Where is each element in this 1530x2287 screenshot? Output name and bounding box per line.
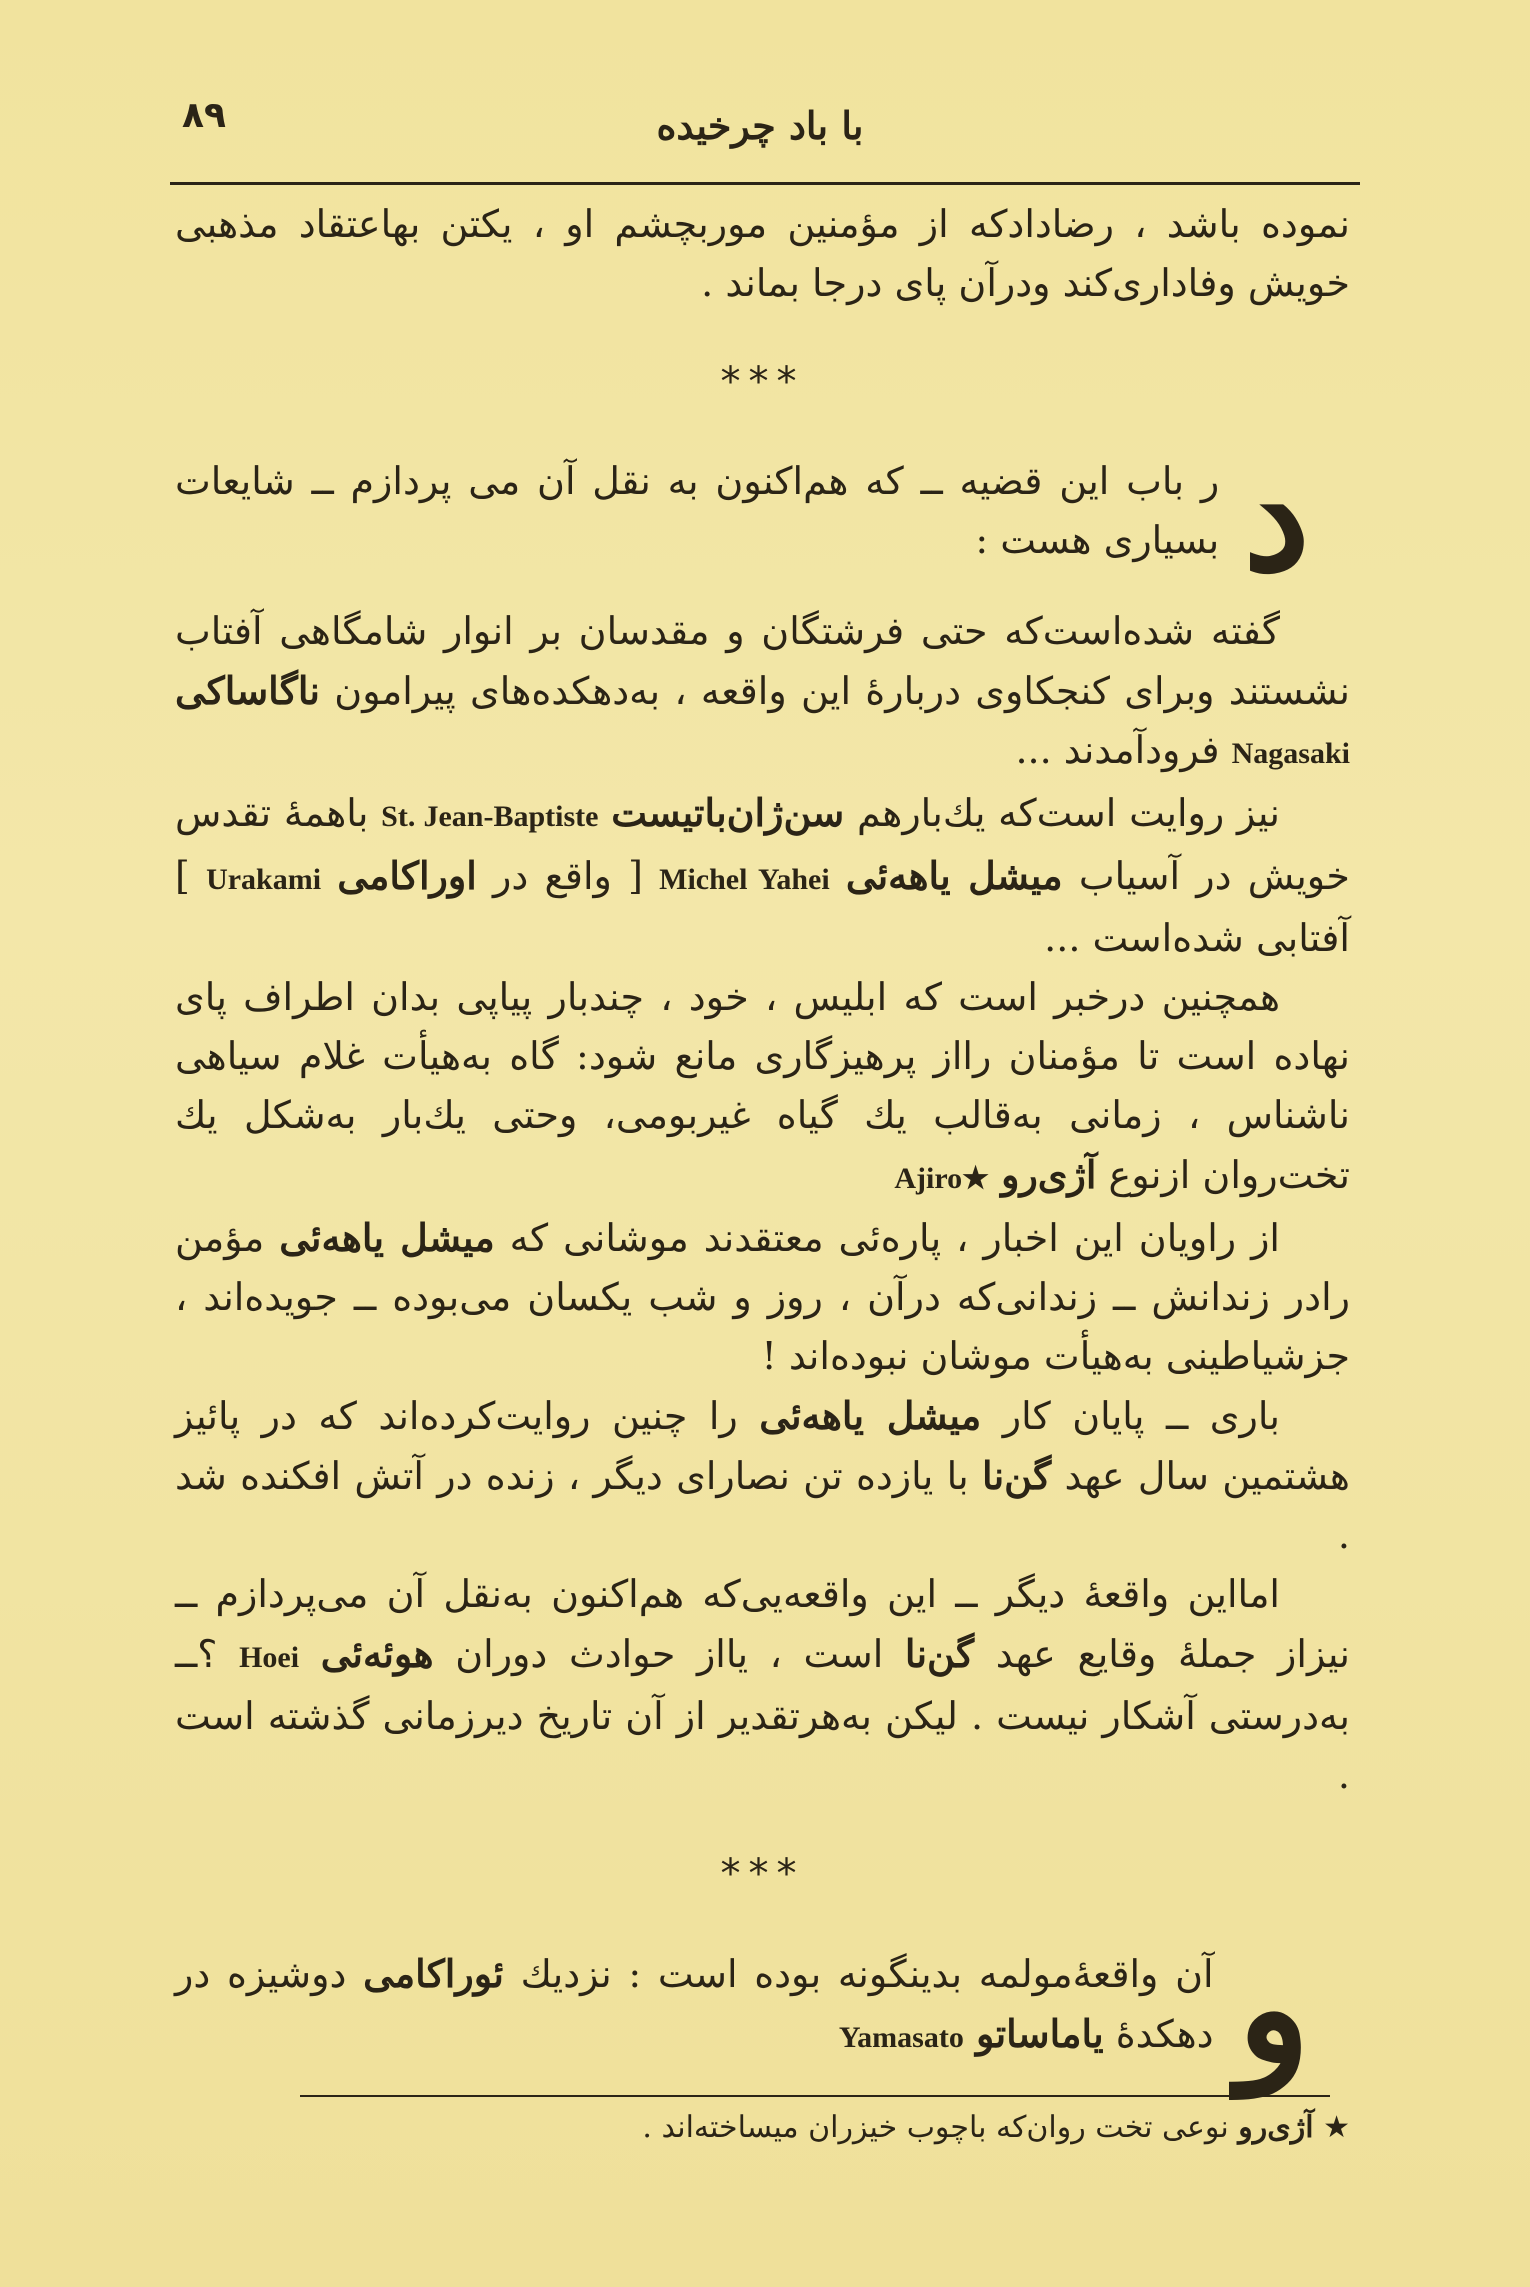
text-run: [ واقع در — [493, 854, 643, 898]
text-run: گفته شده‌است‌که حتی فرشتگان و مقدسان بر انوار شامگاهی آفتاب نشستند وبرای کنجکاوی دربارهٔ این واقعه ، به‌دهکده‌های پیرامون — [175, 609, 1350, 713]
proper-name: یاماساتو — [975, 2011, 1104, 2056]
footnote — [300, 2110, 1350, 2145]
text-run: از راویان این اخبار ، پاره‌ئی معتقدند موشانی که — [509, 1216, 1280, 1260]
page-number: ۸۹ — [182, 95, 226, 136]
paragraph-5 — [175, 1208, 1350, 1386]
latin-name: Ajiro — [894, 1162, 963, 1195]
text-run: را چنین روایت‌کرده‌اند که در پائیز هشتمین سال عهد — [175, 1394, 1350, 1498]
proper-name: گن‌نا — [982, 1453, 1052, 1498]
text-run: امااین واقعهٔ دیگر ــ این واقعه‌یی‌که هم‌اکنون به‌نقل آن می‌پردازم ــ نیزاز جملهٔ وقایع عهد — [175, 1572, 1350, 1676]
latin-name: Michel Yahei — [659, 863, 830, 896]
text-run: دوشیزه در دهکدهٔ — [175, 1952, 1214, 2056]
proper-name: آژی‌رو — [1238, 2110, 1314, 2145]
drop-cap: د — [1243, 429, 1310, 605]
paragraph-2 — [175, 602, 1350, 783]
text-run: با یازده تن نصارای دیگر ، زنده در آتش افکنده شد . — [175, 1454, 1350, 1557]
proper-name: میشل یاهه‌ئی — [279, 1215, 495, 1260]
footnote-text: نوعی تخت روان‌که باچوب خیزران میساخته‌اند . — [642, 2110, 1229, 2145]
text-run: است ، یااز حوادث دوران — [455, 1632, 884, 1676]
proper-name: میشل یاهه‌ئی — [845, 853, 1063, 898]
paragraph-6 — [175, 1386, 1350, 1565]
proper-name: میشل یاهه‌ئی — [759, 1393, 982, 1438]
text-run: همچنین درخبر است که ابلیس ، خود ، چندبار پیاپی بدان اطراف پای نهاده است تا مؤمنان رااز پرهیزگاری مانع شود: گاه به‌هیأت غلام سیاهی ناشناس ، زمانی به‌قالب یك گیاه غیربومی، وحتی یك‌بار به‌شکل یك تخت‌روان ازنوع — [175, 975, 1350, 1197]
latin-name: Hoei — [239, 1641, 300, 1674]
footnote-mark: ★ — [962, 1162, 989, 1195]
text-run: فرودآمدند ... — [1015, 728, 1220, 772]
text-run: آن واقعهٔ‌مولمه بدینگونه بوده است : نزدیك — [520, 1952, 1214, 1996]
proper-name: ئوراکامی — [363, 1951, 504, 1996]
paragraph-1: نموده باشد ، رضادادکه از مؤمنین موربچشم او ، یكتن بهاعتقاد مذهبی خویش وفاداری‌کند ودرآن پای درجا بماند . — [175, 202, 1350, 305]
paragraph-3 — [175, 783, 1350, 968]
footnote-mark: ★ — [1323, 2110, 1350, 2145]
proper-name: آژی‌رو — [1001, 1152, 1097, 1197]
latin-name: Nagasaki — [1231, 737, 1350, 770]
footnote-rule — [300, 2095, 1330, 2097]
latin-name: Urakami — [206, 863, 322, 896]
section-opening-2 — [175, 1921, 1350, 2097]
opening-text: ر باب این قضیه ــ که هم‌اکنون به نقل آن می پردازم ــ شایعات بسیاری هست : — [175, 459, 1220, 562]
page-header — [170, 95, 1350, 175]
text-run: باری ــ پایان کار — [1002, 1394, 1280, 1438]
proper-name: سن‌ژان‌باتیست — [611, 790, 845, 835]
text-run: نیز روایت است‌که یك‌بارهم — [856, 791, 1280, 835]
latin-name: St. Jean-Baptiste — [381, 800, 599, 833]
text-run: ؟ــ به‌درستی آشکار نیست . لیکن به‌هرتقدیر از آن تاریخ دیرزمانی گذشته است . — [175, 1632, 1350, 1797]
text-run: مؤمن رادر زندانش ــ زندانی‌که درآن ، روز و شب یکسان می‌بوده ــ جویده‌اند ، جزشیاطینی به‌هیأت موشان نبوده‌اند ! — [175, 1216, 1350, 1378]
proper-name: ناگاساکی — [175, 668, 321, 713]
header-rule — [170, 182, 1360, 185]
section-separator: *** — [720, 359, 805, 405]
section-opening — [175, 429, 1350, 605]
paragraph-7 — [175, 1565, 1350, 1805]
latin-name: Yamasato — [838, 2021, 964, 2054]
proper-name: گن‌نا — [904, 1631, 975, 1676]
proper-name: هوئه‌ئی — [320, 1631, 434, 1676]
section-separator: *** — [720, 1851, 805, 1897]
drop-cap: و — [1237, 1921, 1310, 2097]
running-title: با باد چرخیده — [656, 103, 864, 148]
body-text — [175, 195, 1350, 2097]
proper-name: اوراکامی — [337, 853, 477, 898]
text-run: ] آفتابی شده‌است ... — [175, 854, 1350, 960]
text-run: باهمهٔ تقدس خویش در آسیاب — [175, 791, 1350, 898]
paragraph-4 — [175, 968, 1350, 1208]
